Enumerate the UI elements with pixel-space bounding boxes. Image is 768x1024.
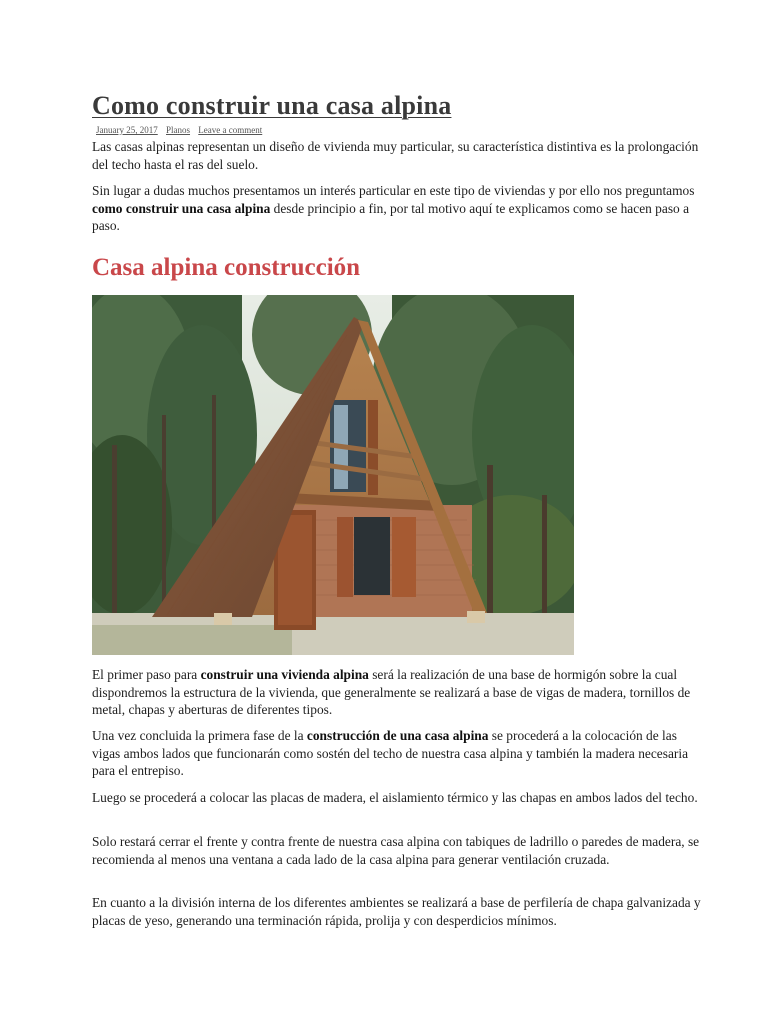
intro-paragraph-2 [92,182,704,235]
body-paragraph-3 [92,789,704,807]
leave-comment-link[interactable]: Leave a comment [198,125,263,135]
paragraph-text: Solo restará cerrar el frente y contra frente de nuestra casa alpina con tabiques de ladrillo o paredes de madera, se recomienda al menos una ventana a cada lado de la casa alpina para generar ventilación cruzada. [92,834,700,867]
paragraph-text: Las casas alpinas representan un diseño de vivienda muy particular, su característica distintiva es la prolongación del techo hasta el ras del suelo. [92,139,699,172]
bold-keyword: construcción de una casa alpina [306,728,489,743]
category-link[interactable]: Planos [166,125,191,135]
body-paragraph-4 [92,833,704,868]
post-date-link[interactable]: January 25, 2017 [96,125,158,135]
paragraph-text: Luego se procederá a colocar las placas de madera, el aislamiento térmico y las chapas en ambos lados del techo. [92,790,698,805]
section-heading: Casa alpina construcción [92,254,361,281]
paragraph-text: se procederá a la colocación de las vigas ambos lados que funcionarán como sostén del techo de nuestra casa alpina y también la madera necesaria para el entrepiso. [92,728,689,778]
paragraph-text: En cuanto a la división interna de los diferentes ambientes se realizará a base de perfilería de chapa galvanizada y placas de yeso, generando una terminación rápida, prolija y con desperdicios mínimos. [92,895,701,928]
bold-keyword: construir una vivienda alpina [200,667,369,682]
body-paragraph-5 [92,894,704,929]
intro-paragraph-1 [92,138,704,173]
paragraph-text: El primer paso para [92,667,201,682]
body-paragraph-1 [92,666,704,719]
post-title[interactable]: Como construir una casa alpina [92,91,452,120]
house-photo [92,295,574,655]
bold-keyword: como construir una casa alpina [92,200,271,216]
paragraph-text: Una vez concluida la primera fase de la [92,728,307,743]
post-meta [96,125,268,135]
paragraph-text: desde principio a fin, por tal motivo aquí te explicamos como se hacen paso a paso. [92,200,690,233]
paragraph-text: Sin lugar a dudas muchos presentamos un interés particular en este tipo de viviendas y por ello nos preguntamos [92,183,695,198]
paragraph-text: será la realización de una base de hormigón sobre la cual dispondremos la estructura de la vivienda, que generalmente se realizará a base de vigas de madera, tornillos de metal, chapas y aberturas de diferentes tipos. [92,667,691,717]
body-paragraph-2 [92,727,704,780]
a-frame-house-illustration [92,295,574,655]
